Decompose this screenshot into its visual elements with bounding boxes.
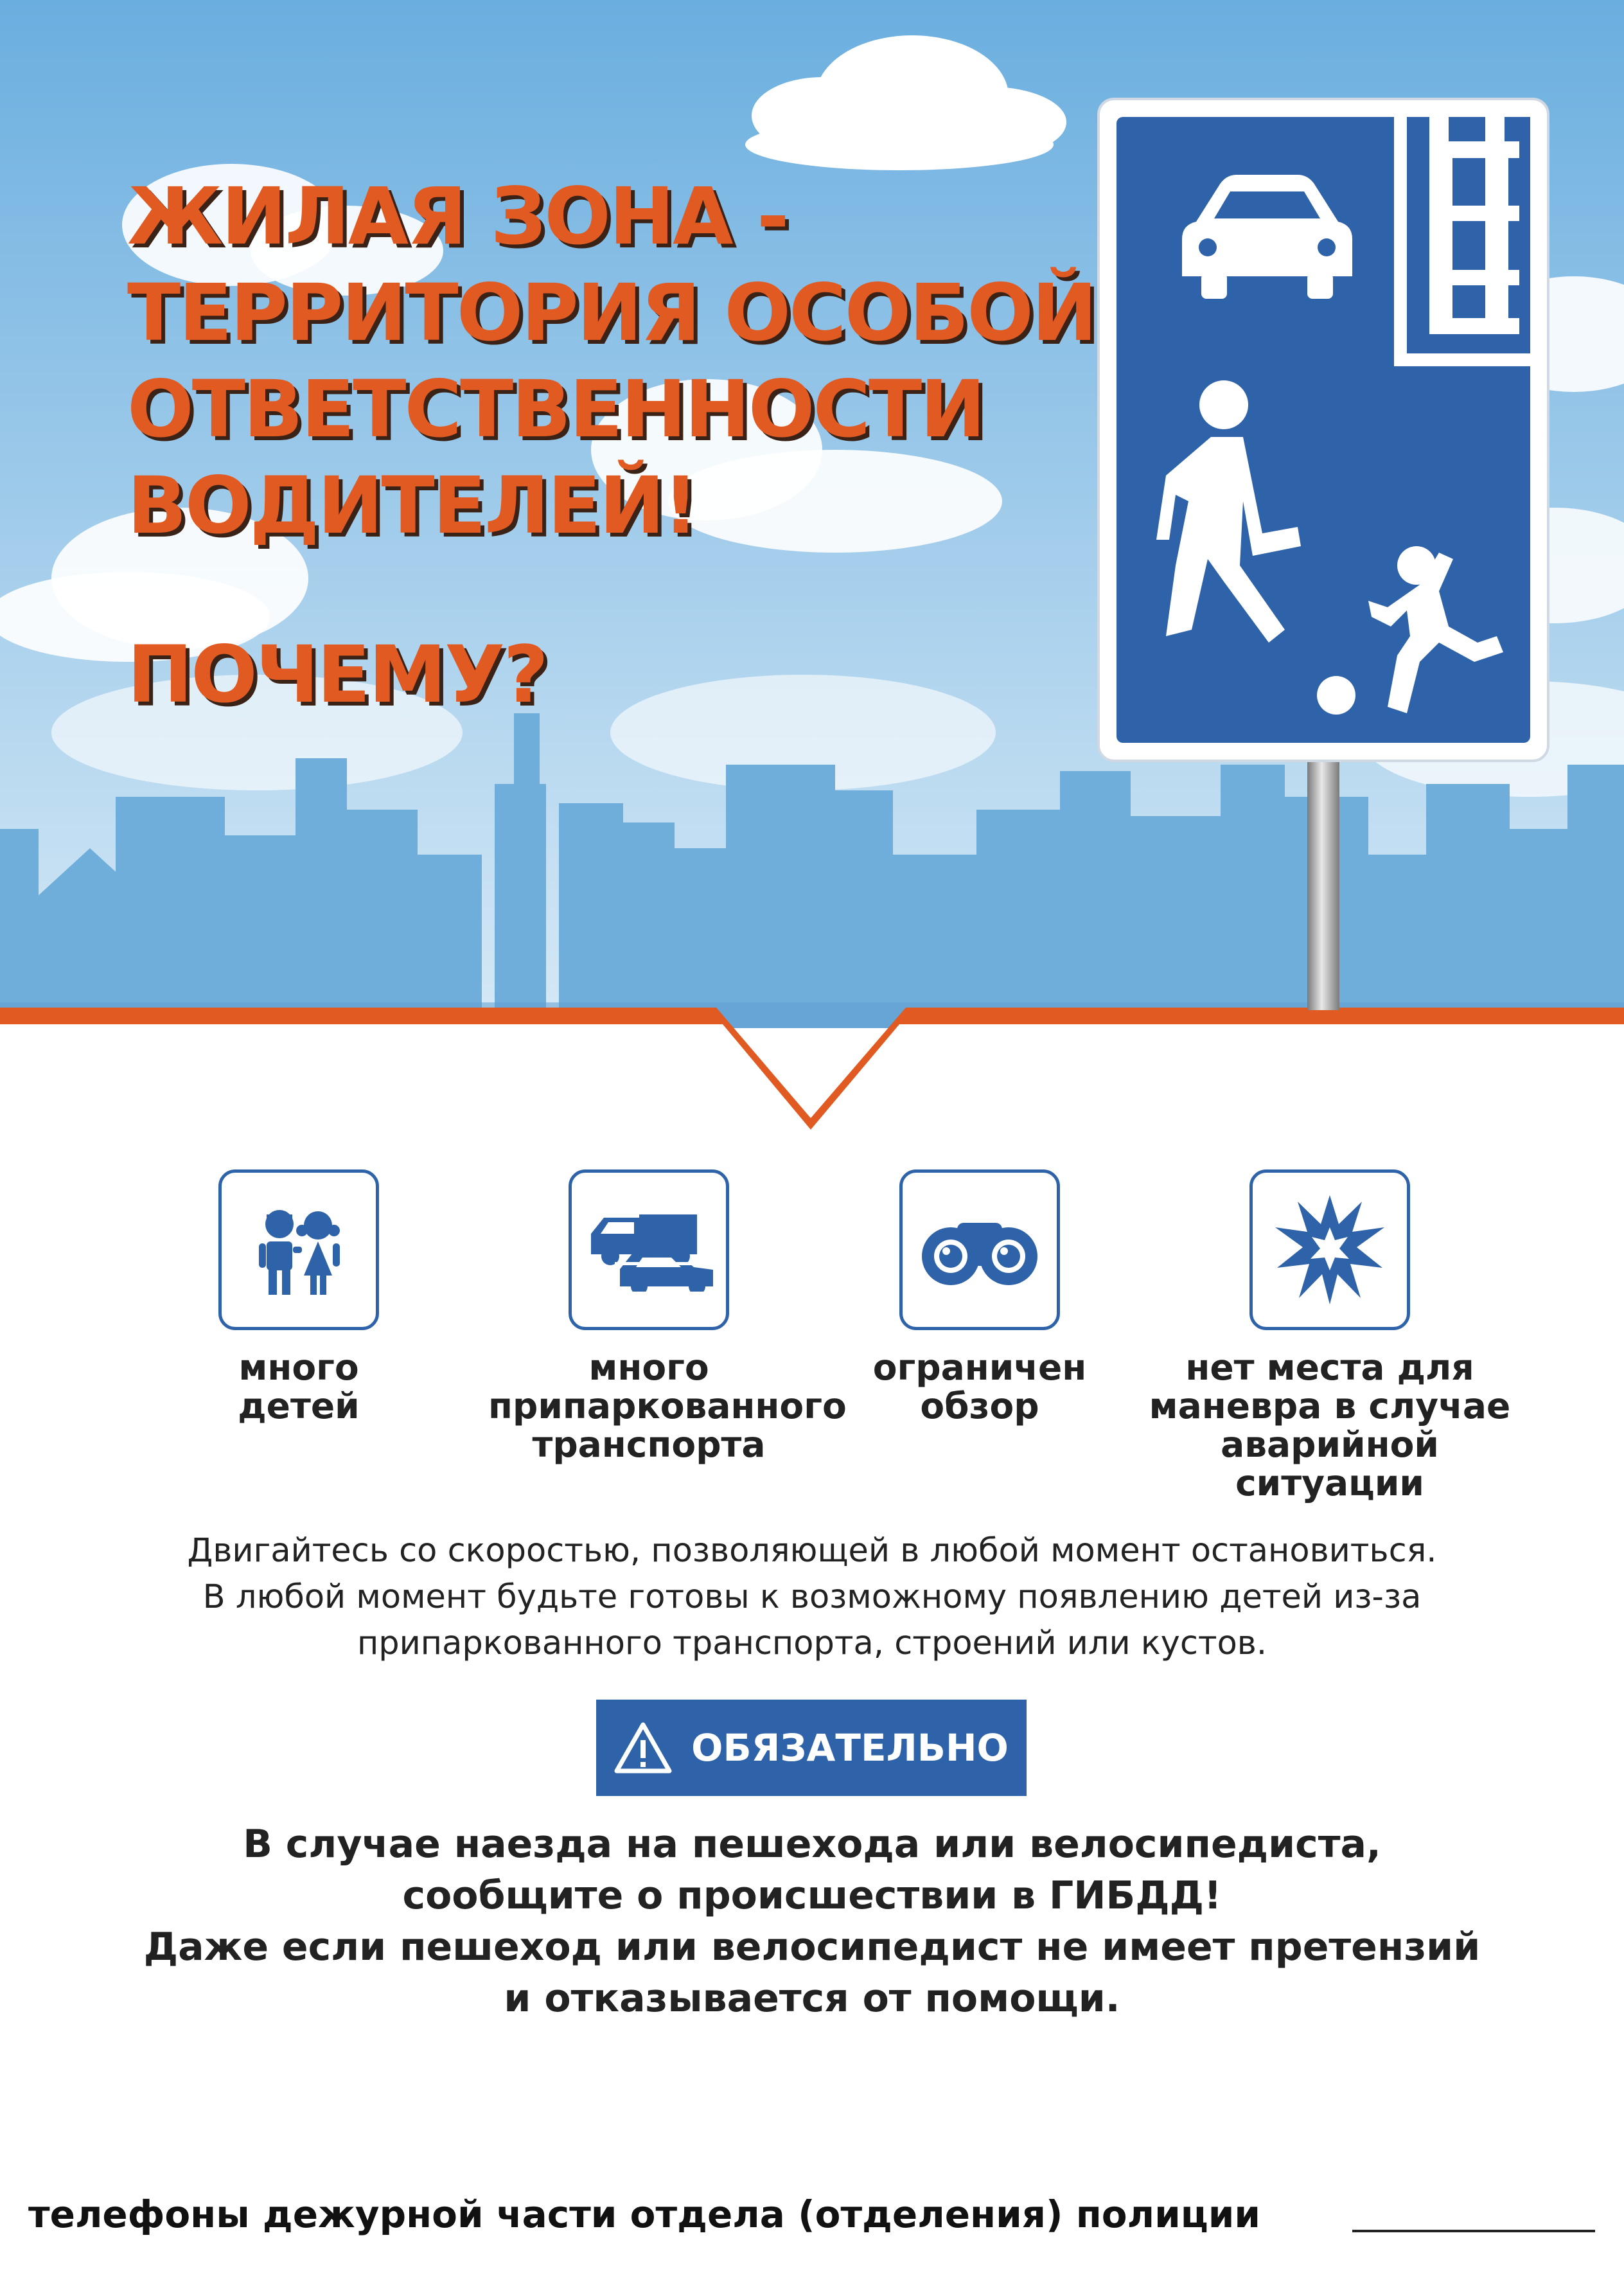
reason-icon-box (899, 1169, 1060, 1330)
police-phones-label: телефоны дежурной части отдела (отделения) полиции (28, 2192, 1261, 2236)
reason-no-room-to-maneuver (1137, 1169, 1522, 1502)
reason-label: много детей (238, 1347, 360, 1427)
sign-pole (1307, 758, 1339, 1010)
headline-line: ОТВЕТСТВЕННОСТИ (127, 364, 984, 455)
headline-line: ЖИЛАЯ ЗОНА - (127, 171, 788, 262)
phone-fill-in-line (1352, 2230, 1595, 2232)
mandatory-banner (596, 1700, 1027, 1796)
binoculars-icon (919, 1211, 1041, 1288)
parked-cars-icon (575, 1208, 723, 1292)
warning-triangle-icon (614, 1722, 672, 1774)
advice-text: Двигайтесь со скоростью, позволяющей в любой момент остановиться. В любой момент будьте готовы к возможному появлению детей из-за припаркованного транспорта, строений или кустов. (187, 1532, 1437, 1662)
mandatory-label: ОБЯЗАТЕЛЬНО (691, 1726, 1009, 1770)
residential-zone-sign-icon (1099, 99, 1548, 761)
crash-burst-icon (1272, 1192, 1388, 1308)
reason-icon-box (1249, 1169, 1410, 1330)
children-icon (247, 1202, 350, 1298)
reason-limited-view (838, 1169, 1121, 1425)
reason-label: много припаркованного транспорта (488, 1347, 847, 1465)
reason-many-children (164, 1169, 434, 1425)
reasons-row (0, 1169, 1624, 1516)
reason-icon-box (569, 1169, 729, 1330)
headline-line: ТЕРРИТОРИЯ ОСОБОЙ (127, 267, 1096, 359)
accident-warning: В случае наезда на пешехода или велосипедиста, сообщите о происшествии в ГИБДД! Даже если пешеход или велосипедист не имеет претензий и отказывается от помощи. (143, 1822, 1481, 2021)
reason-label: ограничен обзор (872, 1347, 1087, 1427)
reason-many-parked-vehicles (488, 1169, 847, 1465)
reason-label: нет места для маневра в случае аварийной ситуации (1149, 1347, 1511, 1504)
headline (127, 168, 1095, 554)
headline-line: ВОДИТЕЛЕЙ! (127, 460, 697, 551)
headline-question: ПОЧЕМУ? (127, 629, 547, 720)
reason-icon-box (218, 1169, 379, 1330)
